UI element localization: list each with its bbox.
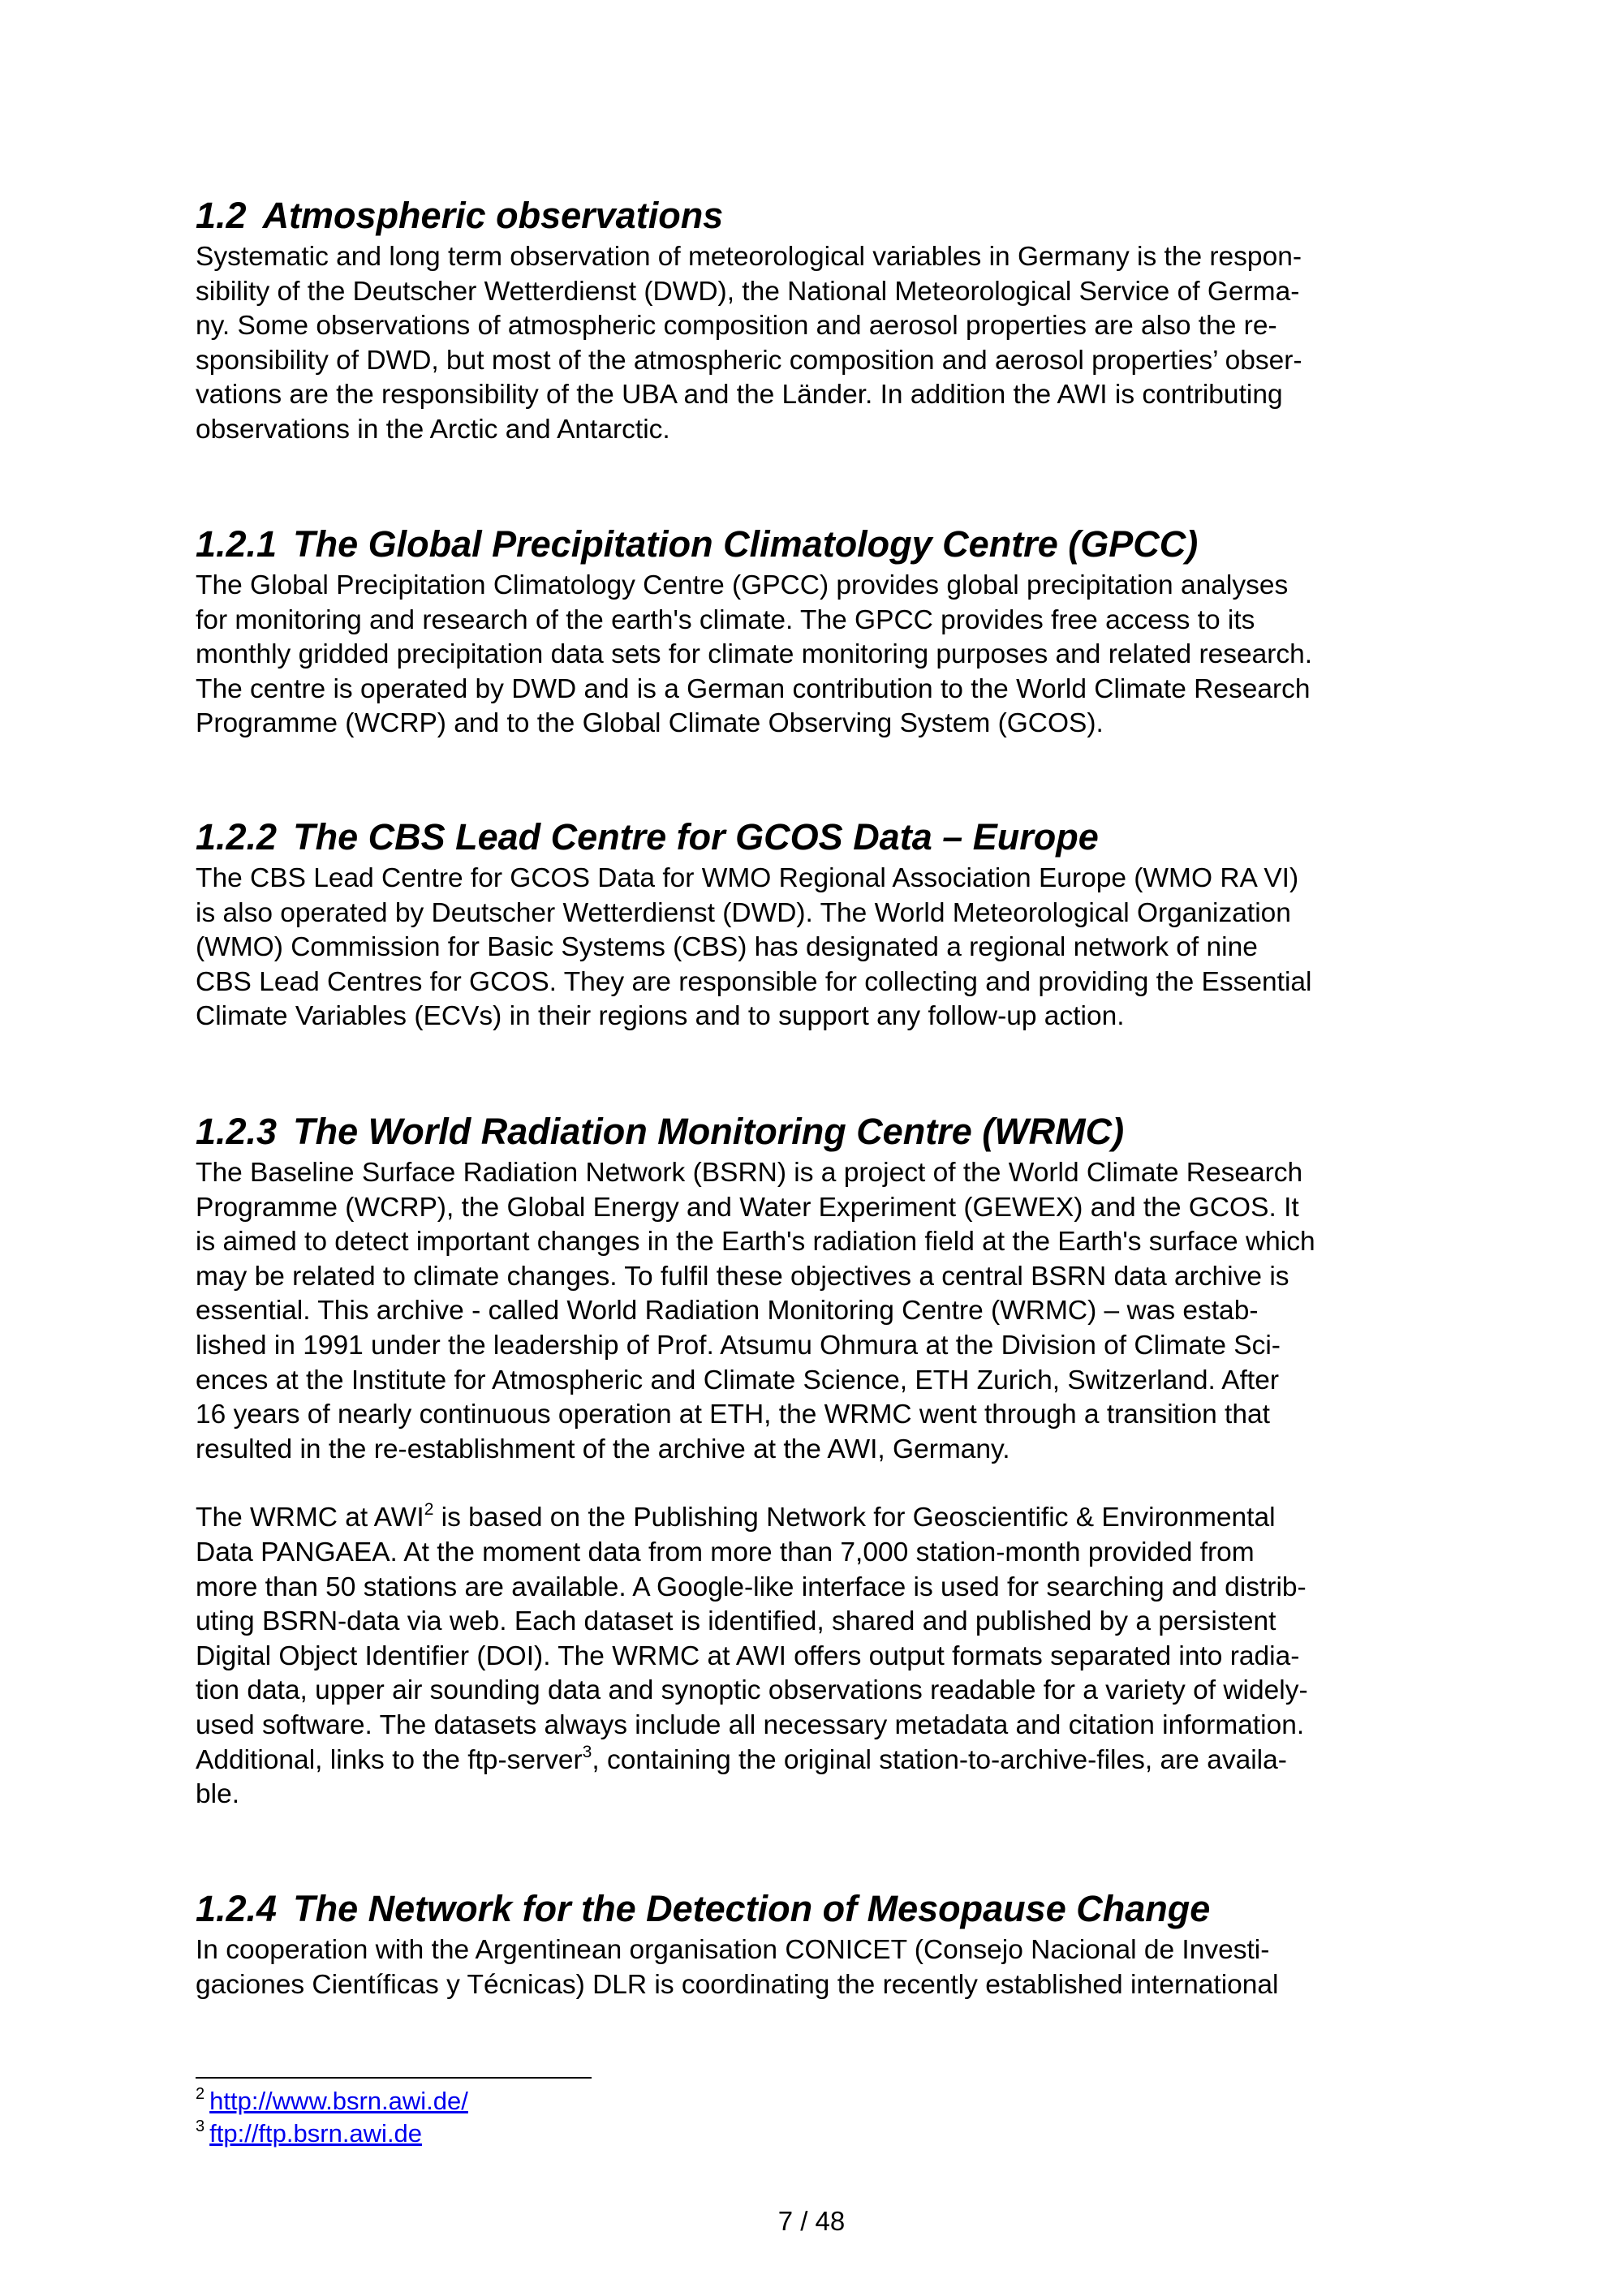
text-line: gaciones Científicas y Técnicas) DLR is coordinating the recently established international xyxy=(196,1969,1279,2000)
section-1-2-3 xyxy=(196,1109,1449,1812)
text-line: CBS Lead Centres for GCOS. They are responsible for collecting and providing the Essential xyxy=(196,966,1312,997)
text-segment: Additional, links to the ftp-server xyxy=(196,1744,583,1775)
text-segment: is based on the Publishing Network for Geoscientific & Environmental xyxy=(433,1503,1276,1533)
text-line: ny. Some observations of atmospheric composition and aerosol properties are also the re- xyxy=(196,311,1277,342)
text-line: 16 years of nearly continuous operation at ETH, the WRMC went through a transition that xyxy=(196,1400,1270,1430)
section-1-2-2 xyxy=(196,815,1449,1034)
section-title: The Network for the Detection of Mesopause Change xyxy=(293,1888,1211,1929)
text-line: ble. xyxy=(196,1779,240,1810)
text-line: The centre is operated by DWD and is a German contribution to the World Climate Research xyxy=(196,673,1311,704)
footnote-link[interactable]: http://www.bsrn.awi.de/ xyxy=(209,2087,468,2115)
section-heading xyxy=(196,1109,1449,1154)
footnotes xyxy=(196,2085,468,2150)
text-line: vations are the responsibility of the UBA and the Länder. In addition the AWI is contributing xyxy=(196,380,1283,411)
paragraph xyxy=(196,240,1449,448)
paragraph xyxy=(196,569,1449,742)
text-line: sibility of the Deutscher Wetterdienst (DWD), the National Meteorological Service of Germa- xyxy=(196,276,1300,307)
text-line: In cooperation with the Argentinean organisation CONICET (Consejo Nacional de Investi- xyxy=(196,1935,1270,1965)
footnote-divider xyxy=(196,2077,592,2079)
footnote-ref[interactable]: 3 xyxy=(582,1742,592,1761)
section-1-2-1 xyxy=(196,522,1449,742)
text-line: (WMO) Commission for Basic Systems (CBS) has designated a regional network of nine xyxy=(196,932,1258,963)
section-heading xyxy=(196,193,1449,239)
section-title: The CBS Lead Centre for GCOS Data – Europe xyxy=(293,816,1099,858)
text-line: is aimed to detect important changes in the Earth's radiation field at the Earth's surface which xyxy=(196,1227,1315,1258)
paragraph xyxy=(196,1933,1449,2002)
text-line: used software. The datasets always include all necessary metadata and citation information. xyxy=(196,1709,1305,1740)
text-line: Systematic and long term observation of meteorological variables in Germany is the respon- xyxy=(196,242,1302,272)
text-line: essential. This archive - called World Radiation Monitoring Centre (WRMC) – was estab- xyxy=(196,1296,1259,1326)
text-line: Programme (WCRP), the Global Energy and Water Experiment (GEWEX) and the GCOS. It xyxy=(196,1192,1299,1223)
section-number: 1.2 xyxy=(196,195,247,236)
text-line: uting BSRN-data via web. Each dataset is identified, shared and published by a persistent xyxy=(196,1606,1276,1637)
paragraph xyxy=(196,1501,1449,1812)
section-heading xyxy=(196,815,1449,860)
footnote-mark: 3 xyxy=(196,2118,205,2135)
text-line: The Global Precipitation Climatology Centre (GPCC) provides global precipitation analyses xyxy=(196,570,1289,600)
text-line: Climate Variables (ECVs) in their regions and to support any follow-up action. xyxy=(196,1001,1125,1032)
section-1-2 xyxy=(196,193,1449,448)
section-heading xyxy=(196,522,1449,567)
text-line: resulted in the re-establishment of the archive at the AWI, Germany. xyxy=(196,1434,1010,1464)
text-line: is also operated by Deutscher Wetterdienst (DWD). The World Meteorological Organization xyxy=(196,897,1291,928)
paragraph xyxy=(196,1156,1449,1467)
text-line: for monitoring and research of the earth's climate. The GPCC provides free access to its xyxy=(196,604,1255,635)
text-line: Digital Object Identifier (DOI). The WRMC at AWI offers output formats separated into radia- xyxy=(196,1640,1300,1671)
section-1-2-4 xyxy=(196,1886,1449,2002)
section-number: 1.2.1 xyxy=(196,523,278,565)
section-number: 1.2.4 xyxy=(196,1888,278,1929)
section-heading xyxy=(196,1886,1449,1932)
footnote-link[interactable]: ftp://ftp.bsrn.awi.de xyxy=(209,2119,423,2148)
footnote-2 xyxy=(196,2085,468,2118)
paragraph xyxy=(196,862,1449,1034)
text-line: more than 50 stations are available. A Google-like interface is used for searching and distrib- xyxy=(196,1572,1307,1602)
text-line: Programme (WCRP) and to the Global Climate Observing System (GCOS). xyxy=(196,708,1104,739)
text-line: The CBS Lead Centre for GCOS Data for WMO Regional Association Europe (WMO RA VI) xyxy=(196,863,1299,893)
text-line: may be related to climate changes. To fulfil these objectives a central BSRN data archive is xyxy=(196,1261,1289,1292)
footnote-mark: 2 xyxy=(196,2085,205,2103)
text-line xyxy=(196,1743,1449,1778)
text-line: Data PANGAEA. At the moment data from more than 7,000 station-month provided from xyxy=(196,1537,1255,1567)
section-number: 1.2.2 xyxy=(196,816,278,858)
text-line: observations in the Arctic and Antarctic. xyxy=(196,414,670,445)
text-line: sponsibility of DWD, but most of the atmospheric composition and aerosol properties’ obser- xyxy=(196,345,1302,376)
text-line xyxy=(196,1501,1449,1536)
section-title: Atmospheric observations xyxy=(262,195,724,236)
section-number: 1.2.3 xyxy=(196,1111,278,1152)
text-segment: , containing the original station-to-archive-files, are availa- xyxy=(592,1744,1287,1775)
page-number: 7 / 48 xyxy=(777,2206,846,2236)
text-segment: The WRMC at AWI xyxy=(196,1503,424,1533)
text-line: monthly gridded precipitation data sets for climate monitoring purposes and related research. xyxy=(196,639,1313,670)
text-line: lished in 1991 under the leadership of Prof. Atsumu Ohmura at the Division of Climate Sci- xyxy=(196,1330,1281,1361)
section-title: The World Radiation Monitoring Centre (WRMC) xyxy=(293,1111,1125,1152)
section-title: The Global Precipitation Climatology Centre (GPCC) xyxy=(293,523,1199,565)
text-line: The Baseline Surface Radiation Network (BSRN) is a project of the World Climate Research xyxy=(196,1158,1303,1188)
footnote-3 xyxy=(196,2118,468,2150)
text-line: tion data, upper air sounding data and synoptic observations readable for a variety of widely- xyxy=(196,1675,1308,1706)
text-line: ences at the Institute for Atmospheric and Climate Science, ETH Zurich, Switzerland. After xyxy=(196,1365,1280,1395)
footnote-ref[interactable]: 2 xyxy=(424,1500,434,1520)
